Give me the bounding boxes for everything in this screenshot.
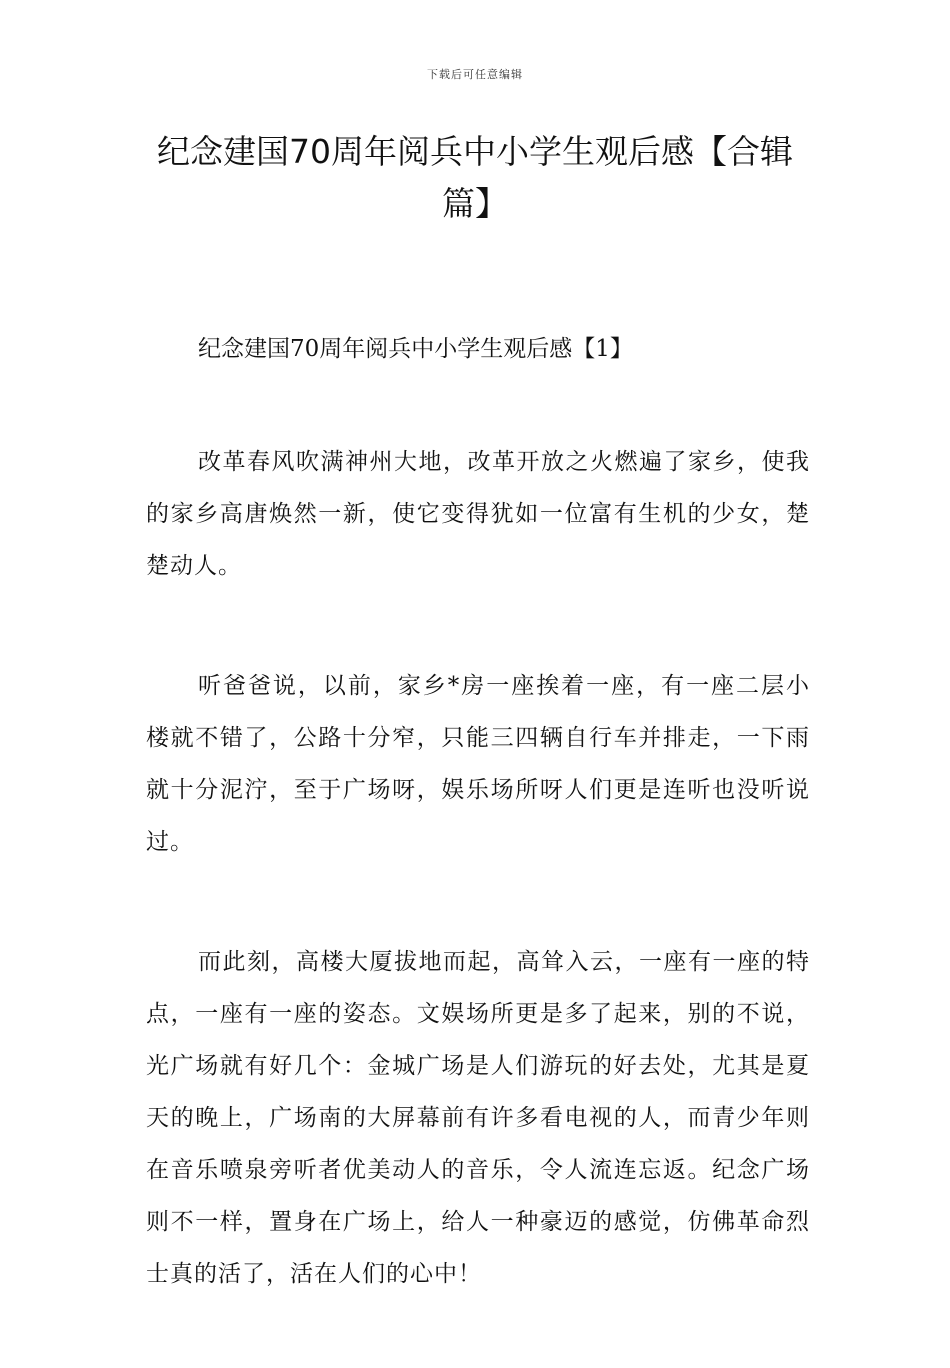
document-body	[146, 330, 810, 1368]
section-heading: 纪念建国70周年阅兵中小学生观后感【1】	[198, 336, 633, 362]
paragraph-3: 而此刻，高楼大厦拔地而起，高耸入云，一座有一座的特点，一座有一座的姿态。文娱场所更是多了起来，别的不说，光广场就有好几个：金城广场是人们游玩的好去处，尤其是夏天的晚上，广场南的大屏幕前有许多看电视的人，而青少年则在音乐喷泉旁听者优美动人的音乐，令人流连忘返。纪念广场则不一样，置身在广场上，给人一种豪迈的感觉，仿佛革命烈士真的活了，活在人们的心中！	[146, 949, 810, 1287]
header-note: 下载后可任意编辑	[427, 68, 523, 81]
paragraph-1: 改革春风吹满神州大地，改革开放之火燃遍了家乡，使我的家乡高唐焕然一新，使它变得犹如一位富有生机的少女，楚楚动人。	[146, 449, 810, 579]
paragraph-2: 听爸爸说，以前，家乡*房一座挨着一座，有一座二层小楼就不错了，公路十分窄，只能三四辆自行车并排走，一下雨就十分泥泞，至于广场呀，娱乐场所呀人们更是连听也没听说过。	[146, 673, 810, 855]
document-title: 纪念建国70周年阅兵中小学生观后感【合辑篇】	[157, 132, 793, 223]
